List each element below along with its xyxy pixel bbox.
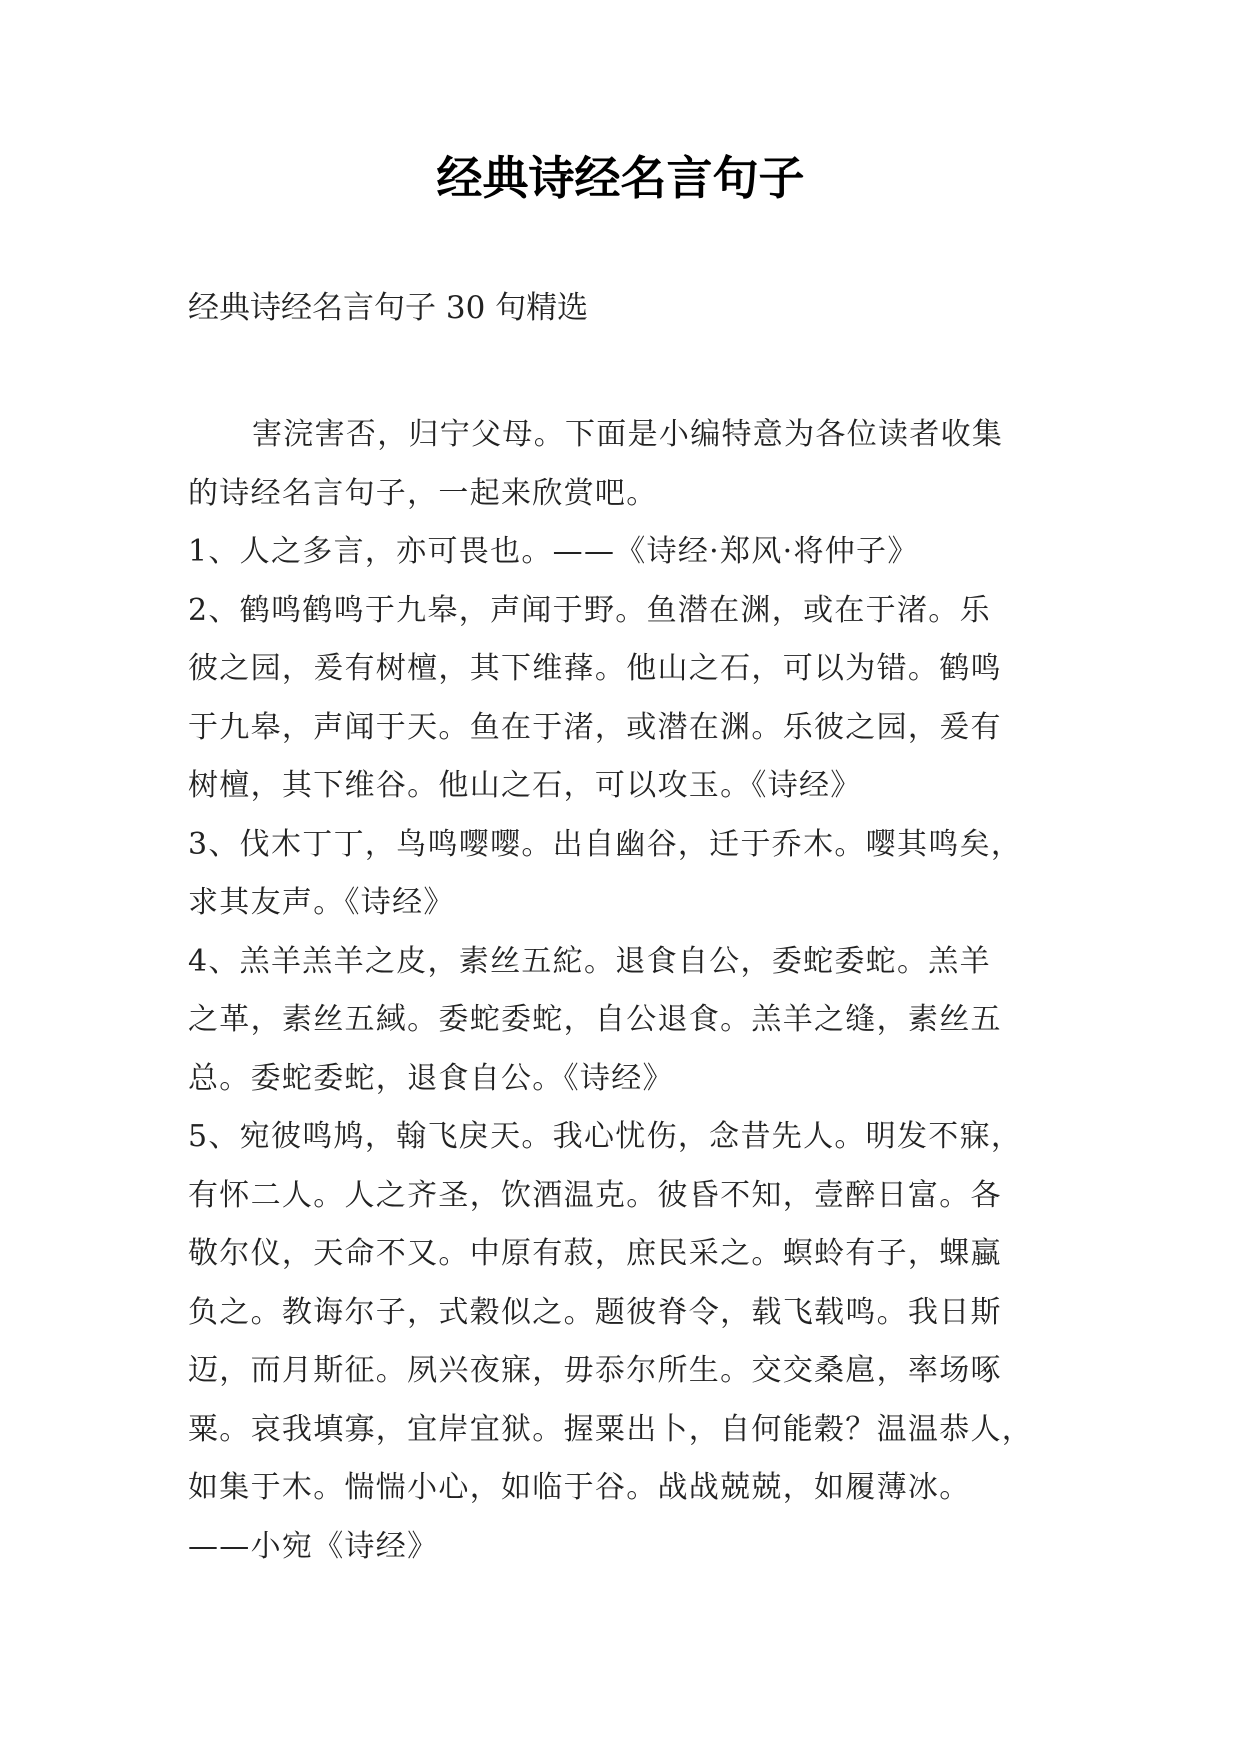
intro-line: 的诗经名言句子，一起来欣赏吧。 [188,475,658,511]
quote-line: 如集于木。惴惴小心，如临于谷。战战兢兢，如履薄冰。 [188,1470,971,1505]
quote-line: 迈，而月斯征。夙兴夜寐，毋忝尔所生。交交桑扈，率场啄 [188,1353,1002,1388]
quote-line: 敬尔仪，天命不又。中原有菽，庶民采之。螟蛉有子，蜾蠃 [188,1236,1002,1271]
quote-line: 求其友声。《诗经》 [188,885,455,920]
quote-line: 2、鹤鸣鹤鸣于九皋，声闻于野。鱼潜在渊，或在于渚。乐 [188,592,991,628]
quote-line: 有怀二人。人之齐圣，饮酒温克。彼昏不知，壹醉日富。各 [188,1177,1002,1213]
quote-line: 3、伐木丁丁，鸟鸣嘤嘤。出自幽谷，迁于乔木。嘤其鸣矣， [188,826,1023,862]
quote-line: 于九皋，声闻于天。鱼在于渚，或潜在渊。乐彼之园，爰有 [188,709,1002,745]
quote-line: 之革，素丝五緎。委蛇委蛇，自公退食。羔羊之缝，素丝五 [188,1002,1002,1037]
quote-line: 负之。教诲尔子，式穀似之。题彼脊令，载飞载鸣。我日斯 [188,1294,1002,1330]
document-body [188,406,1068,1576]
quote-line: 彼之园，爰有树檀，其下维萚。他山之石，可以为错。鹤鸣 [188,651,1002,686]
quote-line: 树檀，其下维谷。他山之石，可以攻玉。《诗经》 [188,768,862,803]
intro-line: 害浣害否，归宁父母。下面是小编特意为各位读者收集 [252,417,1004,452]
quote-line: 粟。哀我填寡，宜岸宜狱。握粟出卜，自何能穀？温温恭人， [188,1411,1034,1447]
quote-line: 4、羔羊羔羊之皮，素丝五紽。退食自公，委蛇委蛇。羔羊 [188,943,991,979]
document-title: 经典诗经名言句子 [436,151,805,205]
quote-line: 1、人之多言，亦可畏也。——《诗经·郑风·将仲子》 [188,534,919,569]
quote-line: 5、宛彼鸣鸠，翰飞戾天。我心忧伤，念昔先人。明发不寐， [188,1119,1023,1154]
document-subtitle: 经典诗经名言句子 30 句精选 [188,290,589,326]
quote-line: ——小宛《诗经》 [188,1528,439,1564]
quote-line: 总。委蛇委蛇，退食自公。《诗经》 [188,1060,674,1096]
